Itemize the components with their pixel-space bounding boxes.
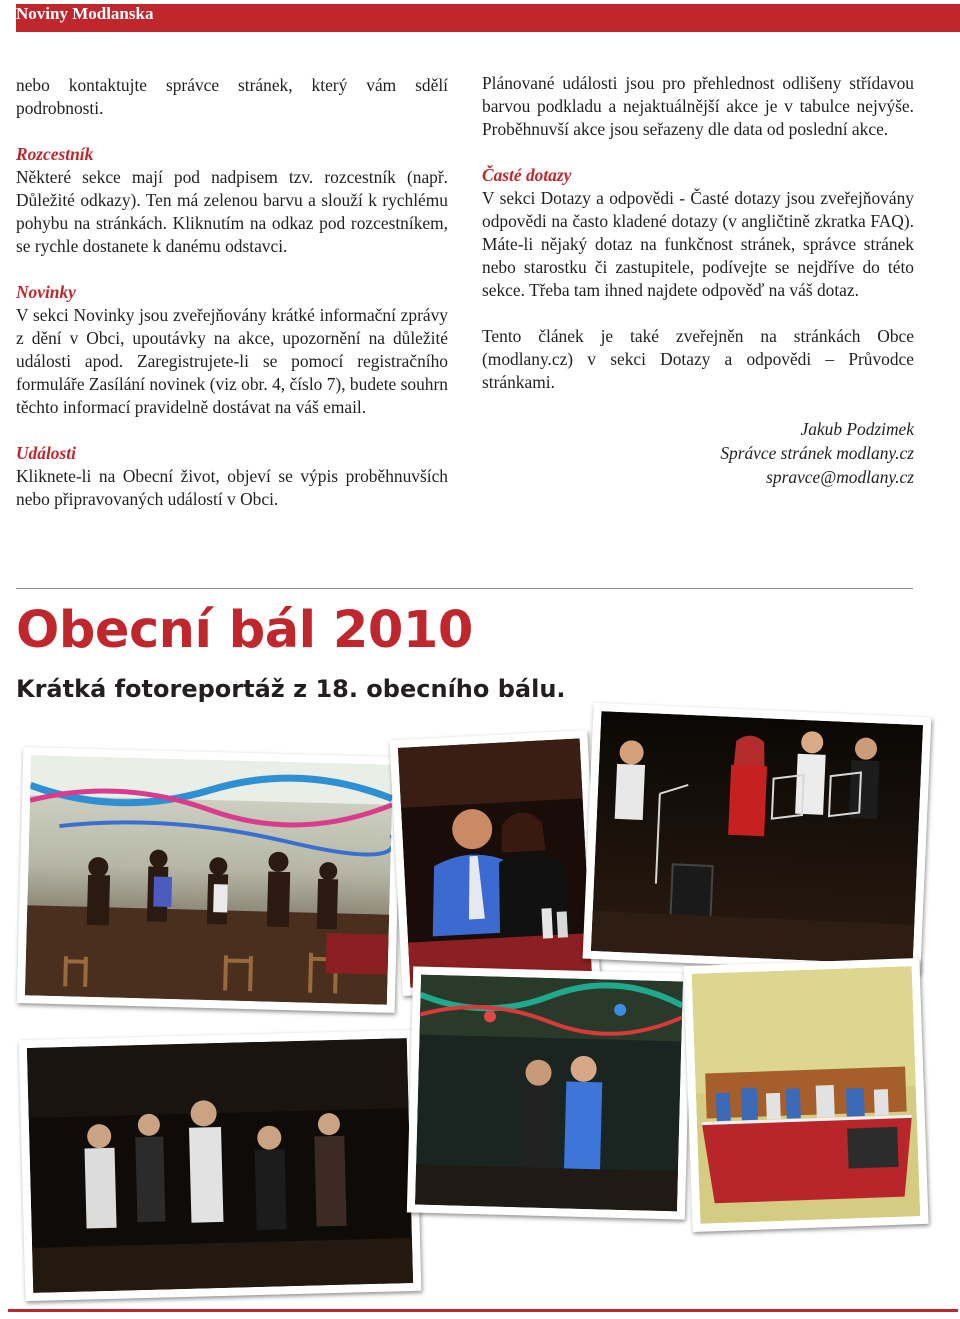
section-text-udalosti: Kliknete-li na Obecní život, objeví se výpis proběhnuvších nebo připravovaných událostí v Obci. bbox=[16, 466, 448, 509]
section-heading-novinky: Novinky bbox=[16, 282, 76, 302]
photo-dance-floor bbox=[17, 747, 402, 1013]
author-email: spravce@modlany.cz bbox=[766, 467, 914, 487]
section-text-faq: V sekci Dotazy a odpovědi - Časté dotazy jsou zveřejňovány odpovědi na často kladené dotazy (v angličtině zkratka FAQ). Máte-li nějaký dotaz na funkčnost stránek, správce stránek nebo starostku či zastupitele, podívejte se nejdříve do této sekce. Třeba tam ihned najdete odpověď na váš dotaz. bbox=[482, 188, 914, 300]
photo-couple-table bbox=[389, 730, 600, 996]
newsletter-title: Noviny Modlanska bbox=[16, 4, 154, 23]
author-role: Správce stránek modlany.cz bbox=[720, 443, 914, 463]
section-text-rozcestnik: Některé sekce mají pod nadpisem tzv. rozcestník (např. Důležité odkazy). Ten má zelenou barvu a slouží k rychlému pohybu na stránkách. Kliknutím na odkaz pod rozcestníkem, se rychle dostanete k danému odstavci. bbox=[16, 167, 448, 256]
footer-line bbox=[8, 1309, 958, 1312]
author-name: Jakub Podzimek bbox=[800, 419, 914, 439]
section-heading-rozcestnik: Rozcestník bbox=[16, 144, 94, 164]
section-heading-udalosti: Události bbox=[16, 443, 76, 463]
article-subtitle: Krátká fotoreportáž z 18. obecního bálu. bbox=[16, 675, 566, 703]
section-divider bbox=[16, 588, 913, 589]
section-text-novinky: V sekci Novinky jsou zveřejňovány krátké informační zprávy z dění v Obci, upoutávky na akce, upozornění na důležité události apod. Zaregistrujete-li se pomocí registračního formuláře Zasílání novinek (viz obr. 4, číslo 7), budete souhrn těchto informací pravidelně dostávat na váš email. bbox=[16, 305, 448, 417]
photo-prize-table bbox=[683, 958, 928, 1232]
header-bar bbox=[16, 4, 960, 32]
article-title: Obecní bál 2010 bbox=[16, 601, 473, 660]
intro-paragraph: nebo kontaktujte správce stránek, který vám sdělí podrobnosti. bbox=[16, 75, 448, 118]
photo-band-stage bbox=[583, 703, 932, 973]
signature-block bbox=[482, 417, 914, 489]
left-column bbox=[16, 74, 448, 511]
photo-crowded-dance bbox=[19, 1030, 422, 1301]
section-heading-faq: Časté dotazy bbox=[482, 165, 572, 185]
photo-dancing-couple bbox=[407, 966, 691, 1219]
article-note: Tento článek je také zveřejněn na stránkách Obce (modlany.cz) v sekci Dotazy a odpovědi – Průvodce stránkami. bbox=[482, 326, 914, 392]
right-column bbox=[482, 72, 914, 489]
events-paragraph: Plánované události jsou pro přehlednost odlišeny střídavou barvou podkladu a nejaktuálnější akce je v tabulce nejvýše. Proběhnuvší akce jsou seřazeny dle data od poslední akce. bbox=[482, 73, 914, 139]
